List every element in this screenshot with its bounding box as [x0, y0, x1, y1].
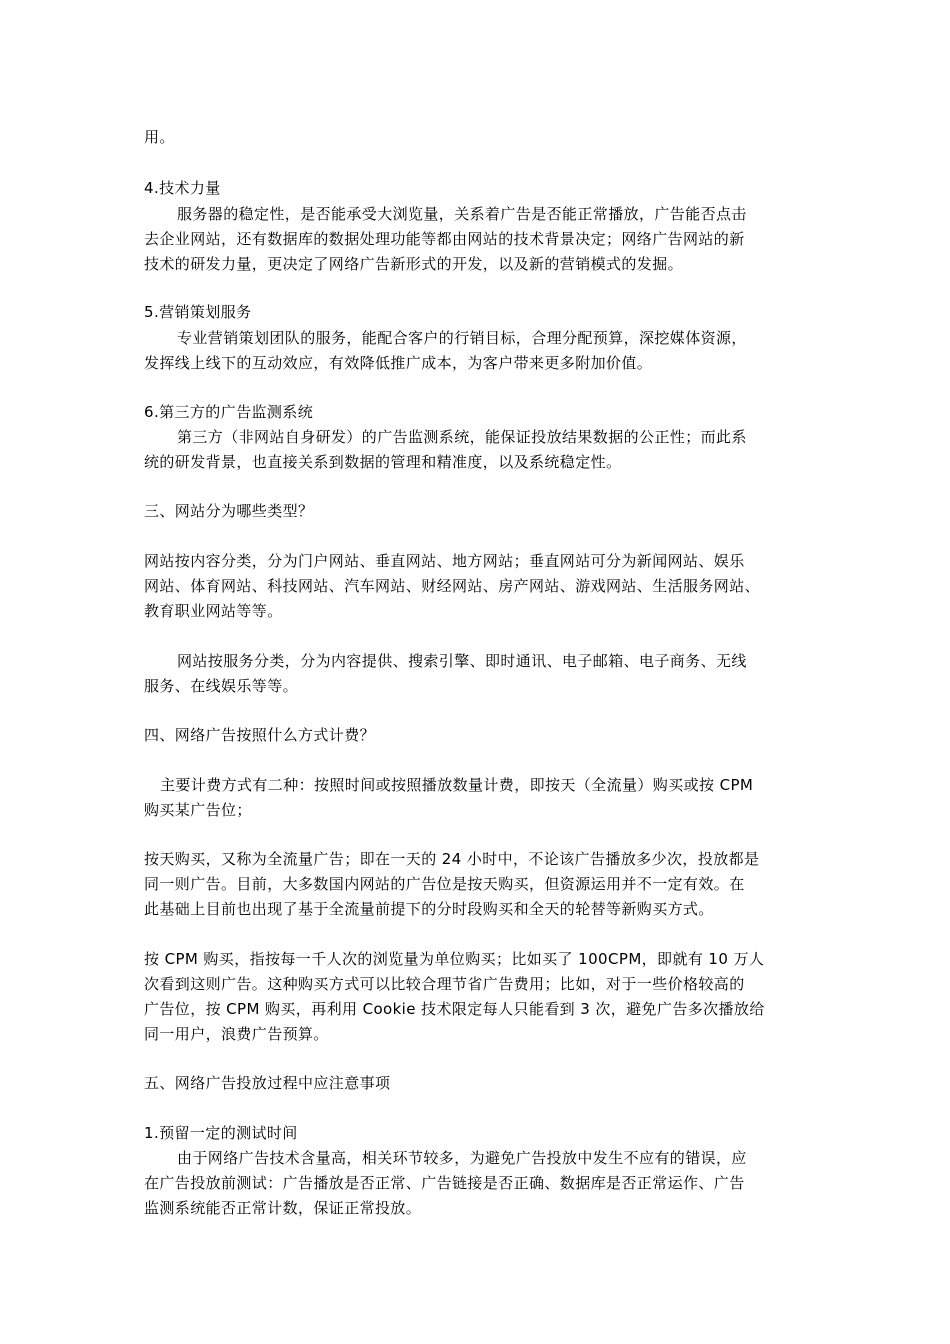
text-line: 教育职业网站等等。	[144, 602, 283, 620]
text-line: 由于网络广告技术含量高，相关环节较多，为避免广告投放中发生不应有的错误，应	[177, 1149, 747, 1167]
text-line: 购买某广告位；	[144, 801, 252, 819]
text-line: 次看到这则广告。这种购买方式可以比较合理节省广告费用；比如，对于一些价格较高的	[144, 975, 745, 993]
text-line: 去企业网站，还有数据库的数据处理功能等都由网站的技术背景决定；网络广告网站的新	[144, 230, 745, 248]
section-heading: 1.预留一定的测试时间	[144, 1124, 298, 1142]
text-line: 广告位，按 CPM 购买，再利用 Cookie 技术限定每人只能看到 3 次，避免广告多次播放给	[144, 1000, 765, 1018]
text-line: 按 CPM 购买，指按每一千人次的浏览量为单位购买；比如买了 100CPM，即就有 10 万人	[144, 950, 765, 968]
text-line: 同一则广告。目前，大多数国内网站的广告位是按天购买，但资源运用并不一定有效。在	[144, 875, 745, 893]
text-line: 网站按服务分类，分为内容提供、搜索引擎、即时通讯、电子邮箱、电子商务、无线	[177, 652, 747, 670]
text-line: 同一用户，浪费广告预算。	[144, 1025, 329, 1043]
text-line: 用。	[144, 128, 175, 146]
section-heading: 6.第三方的广告监测系统	[144, 403, 314, 421]
chapter-heading: 三、网站分为哪些类型？	[144, 502, 314, 520]
text-line: 专业营销策划团队的服务，能配合客户的行销目标，合理分配预算，深挖媒体资源，	[177, 329, 747, 347]
text-line: 监测系统能否正常计数，保证正常投放。	[144, 1199, 422, 1217]
text-line: 技术的研发力量，更决定了网络广告新形式的开发，以及新的营销模式的发掘。	[144, 255, 684, 273]
text-line: 第三方（非网站自身研发）的广告监测系统，能保证投放结果数据的公正性；而此系	[177, 428, 747, 446]
text-line: 服务器的稳定性，是否能承受大浏览量，关系着广告是否能正常播放，广告能否点击	[177, 205, 747, 223]
text-line: 统的研发背景，也直接关系到数据的管理和精准度，以及系统稳定性。	[144, 453, 622, 471]
section-heading: 5.营销策划服务	[144, 303, 252, 321]
chapter-heading: 五、网络广告投放过程中应注意事项	[144, 1074, 391, 1092]
text-line: 在广告投放前测试：广告播放是否正常、广告链接是否正确、数据库是否正常运作、广告	[144, 1174, 745, 1192]
text-line: 服务、在线娱乐等等。	[144, 677, 299, 695]
text-line: 按天购买，又称为全流量广告；即在一天的 24 小时中，不论该广告播放多少次，投放都是	[144, 850, 760, 868]
section-heading: 4.技术力量	[144, 179, 221, 197]
text-line: 网站、体育网站、科技网站、汽车网站、财经网站、房产网站、游戏网站、生活服务网站、	[144, 577, 761, 595]
text-line: 网站按内容分类，分为门户网站、垂直网站、地方网站；垂直网站可分为新闻网站、娱乐	[144, 552, 745, 570]
text-line: 发挥线上线下的互动效应，有效降低推广成本，为客户带来更多附加价值。	[144, 354, 653, 372]
text-line: 此基础上目前也出现了基于全流量前提下的分时段购买和全天的轮替等新购买方式。	[144, 900, 714, 918]
text-line: 主要计费方式有二种：按照时间或按照播放数量计费，即按天（全流量）购买或按 CPM	[160, 776, 754, 794]
chapter-heading: 四、网络广告按照什么方式计费？	[144, 726, 376, 744]
